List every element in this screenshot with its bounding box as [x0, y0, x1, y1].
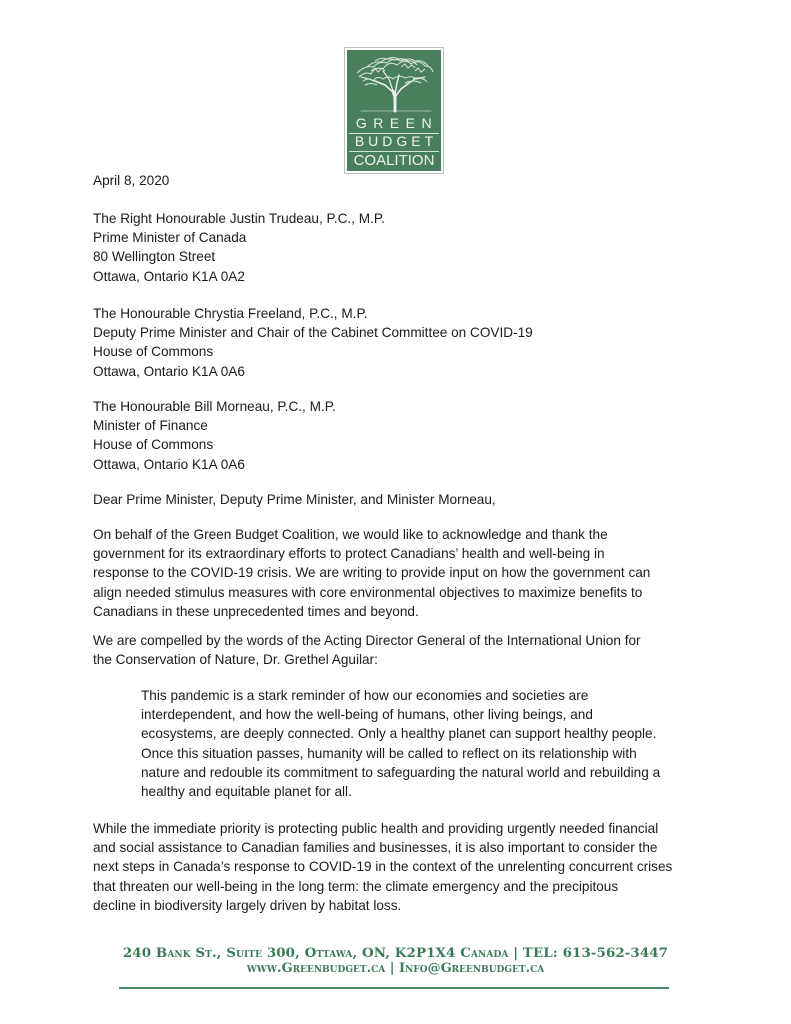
paragraph-line: government for its extraordinary efforts to protect Canadians’ health and well-being in — [93, 546, 605, 562]
logo-text-budget: BUDGET — [354, 133, 438, 149]
recipient-block-trudeau — [93, 209, 385, 286]
paragraph-line: the Conservation of Nature, Dr. Grethel Aguilar: — [93, 652, 378, 668]
tree-icon — [351, 53, 439, 113]
paragraph-line: next steps in Canada’s response to COVID-19 in the context of the unrelenting concurrent crises — [93, 859, 673, 875]
paragraph-quote-intro — [93, 631, 641, 669]
paragraph-line: Canadians in these unprecedented times and beyond. — [93, 603, 419, 619]
recipient-title: Prime Minister of Canada — [93, 230, 247, 246]
logo-text-green: GREEN — [355, 115, 439, 131]
quote-line: This pandemic is a stark reminder of how our economies and societies are — [141, 688, 589, 703]
date-text: April 8, 2020 — [93, 173, 170, 188]
recipient-title: Deputy Prime Minister and Chair of the Cabinet Committee on COVID-19 — [93, 325, 533, 341]
paragraph-line: that threaten our well-being in the long term: the climate emergency and the precipitous — [93, 878, 619, 894]
recipient-name: The Right Honourable Justin Trudeau, P.C., M.P. — [93, 211, 385, 226]
footer-web-email: www.Greenbudget.ca | Info@Greenbudget.ca — [246, 961, 545, 976]
recipient-street: House of Commons — [93, 344, 214, 360]
quote-line: healthy and equitable planet for all. — [141, 783, 352, 799]
paragraph-line: On behalf of the Green Budget Coalition, we would like to acknowledge and thank the — [93, 527, 608, 542]
green-budget-coalition-logo — [344, 47, 444, 174]
recipient-street: House of Commons — [93, 437, 214, 453]
quote-line: interdependent, and how the well-being of humans, other living beings, and — [141, 707, 593, 723]
footer-address: 240 Bank St., Suite 300, Ottawa, ON, K2P1X4 Canada | TEL: 613-562-3447 — [122, 945, 669, 961]
quote-line: Once this situation passes, humanity will be called to reflect on its relationship with — [141, 745, 637, 761]
quote-line: ecosystems, are deeply connected. Only a healthy planet can support healthy people. — [141, 726, 657, 742]
paragraph-line: decline in biodiversity largely driven by habitat loss. — [93, 897, 402, 913]
logo-text-coalition: COALITION — [353, 152, 435, 169]
paragraph-line: align needed stimulus measures with core environmental objectives to maximize benefits to — [93, 584, 643, 600]
quote-line: nature and redouble its commitment to safeguarding the natural world and rebuilding a — [141, 764, 661, 780]
paragraph-line: While the immediate priority is protecting public health and providing urgently needed financial — [93, 821, 659, 836]
salutation — [93, 490, 496, 509]
paragraph-line: and social assistance to Canadian families and businesses, it is also important to consider the — [93, 840, 658, 856]
footer-divider — [119, 987, 669, 989]
recipient-title: Minister of Finance — [93, 418, 208, 434]
salutation-text: Dear Prime Minister, Deputy Prime Minister, and Minister Morneau, — [93, 492, 496, 507]
recipient-city: Ottawa, Ontario K1A 0A2 — [93, 268, 245, 284]
recipient-street: 80 Wellington Street — [93, 249, 216, 265]
letter-date — [93, 171, 169, 190]
block-quote — [141, 686, 660, 801]
recipient-block-freeland — [93, 304, 533, 381]
paragraph-line: response to the COVID-19 crisis. We are writing to provide input on how the government can — [93, 565, 651, 581]
recipient-city: Ottawa, Ontario K1A 0A6 — [93, 363, 245, 379]
paragraph-line: We are compelled by the words of the Acting Director General of the International Union for — [93, 633, 641, 648]
paragraph-priorities — [93, 819, 672, 915]
logo-panel — [347, 50, 441, 171]
paragraph-intro — [93, 525, 650, 621]
recipient-block-morneau — [93, 397, 336, 474]
recipient-city: Ottawa, Ontario K1A 0A6 — [93, 456, 245, 472]
recipient-name: The Honourable Chrystia Freeland, P.C., M.P. — [93, 306, 368, 321]
recipient-name: The Honourable Bill Morneau, P.C., M.P. — [93, 399, 336, 414]
